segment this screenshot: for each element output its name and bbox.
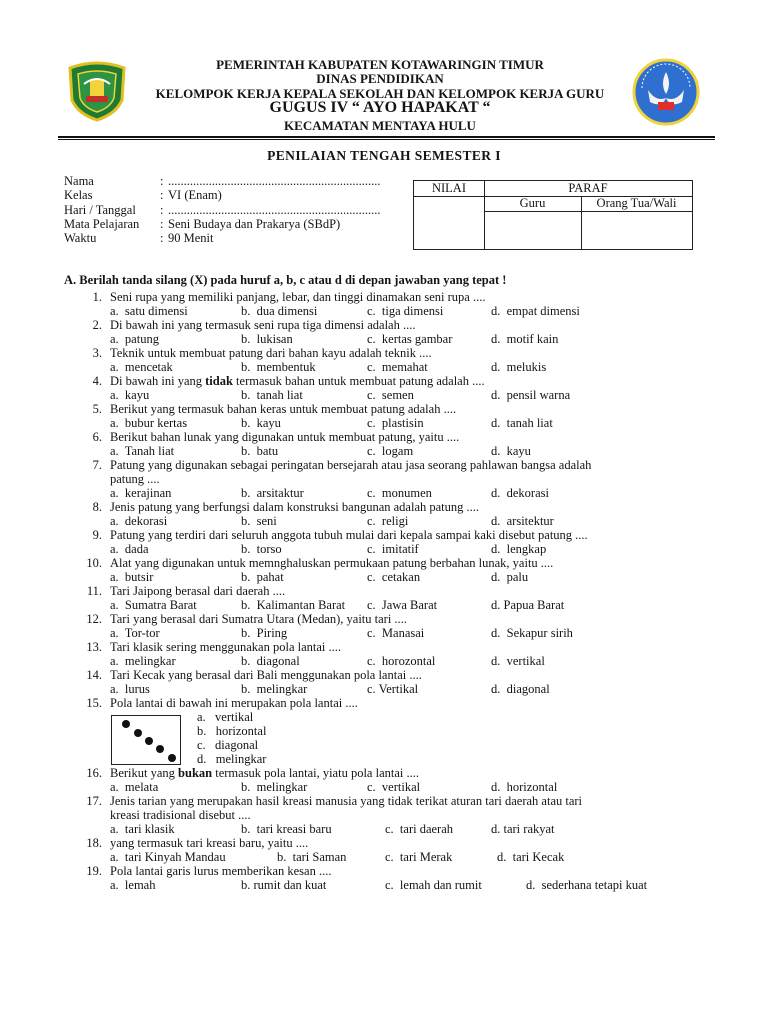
exam-title: PENILAIAN TENGAH SEMESTER I bbox=[267, 148, 501, 163]
header-divider bbox=[58, 136, 715, 138]
answer-option-d[interactable]: d. Papua Barat bbox=[491, 598, 565, 612]
question-text: Berikut yang termasuk bahan keras untuk membuat patung adalah .... bbox=[110, 402, 457, 416]
question-number: 5. bbox=[92, 402, 102, 416]
answer-option-c[interactable]: c. monumen bbox=[367, 486, 432, 500]
question-text: Pola lantai di bawah ini merupakan pola lantai .... bbox=[110, 696, 358, 710]
question-text: Jenis tarian yang merupakan hasil kreasi manusia yang tidak terikat aturan tari daerah atau tari bbox=[110, 794, 583, 808]
question-text: Patung yang digunakan sebagai peringatan bersejarah atau jasa seorang pahlawan bangsa adalah bbox=[110, 458, 592, 472]
question-text-part: Di bawah ini yang bbox=[110, 374, 206, 388]
dancer-dot bbox=[156, 745, 164, 753]
identity-value: Seni Budaya dan Prakarya (SBdP) bbox=[168, 217, 341, 231]
answer-option-c[interactable]: c. semen bbox=[367, 388, 414, 402]
question-text-part: termasuk bahan untuk membuat patung adalah .... bbox=[232, 374, 485, 388]
question-number: 12. bbox=[86, 612, 102, 626]
answer-option-c[interactable]: c. kertas gambar bbox=[367, 332, 453, 346]
question-number: 2. bbox=[92, 318, 102, 332]
answer-option-b[interactable]: b. arsitaktur bbox=[241, 486, 304, 500]
answer-option-a[interactable]: a. kayu bbox=[110, 388, 150, 402]
answer-option-c[interactable]: c. memahat bbox=[367, 360, 428, 374]
answer-option-d[interactable]: d. vertikal bbox=[491, 654, 545, 668]
identity-colon: : bbox=[160, 174, 164, 188]
question-text-emphasis: bukan bbox=[178, 766, 213, 780]
question-text bbox=[110, 766, 419, 781]
identity-value: VI (Enam) bbox=[168, 188, 222, 202]
answer-option-d[interactable]: d. dekorasi bbox=[491, 486, 549, 500]
question-number: 10. bbox=[86, 556, 102, 570]
identity-label: Kelas bbox=[64, 188, 93, 202]
answer-option-a[interactable]: a. dekorasi bbox=[110, 514, 168, 528]
answer-option-a[interactable]: a. Tor-tor bbox=[110, 626, 160, 640]
identity-label: Hari / Tanggal bbox=[64, 203, 136, 217]
answer-option-b[interactable]: b. membentuk bbox=[241, 360, 316, 374]
answer-option-c[interactable]: c. tiga dimensi bbox=[367, 304, 444, 318]
grade-table-divider bbox=[484, 211, 692, 212]
answer-option-b[interactable]: b. diagonal bbox=[241, 654, 300, 668]
answer-option-c[interactable]: c. horozontal bbox=[367, 654, 436, 668]
question-text: patung .... bbox=[110, 472, 160, 486]
answer-option-a[interactable]: a. tari Kinyah Mandau bbox=[110, 850, 226, 864]
question-number: 1. bbox=[92, 290, 102, 304]
answer-option-b[interactable]: b. rumit dan kuat bbox=[241, 878, 327, 892]
answer-option-d[interactable]: d. kayu bbox=[491, 444, 531, 458]
answer-option-c[interactable]: c. Manasai bbox=[367, 626, 425, 640]
answer-option-b[interactable]: b. torso bbox=[241, 542, 282, 556]
identity-value: 90 Menit bbox=[168, 231, 214, 245]
answer-option-d[interactable]: d. horizontal bbox=[491, 780, 558, 794]
tut-wuri-handayani-logo bbox=[632, 58, 700, 126]
question-number: 7. bbox=[92, 458, 102, 472]
answer-option-b[interactable]: b. tanah liat bbox=[241, 388, 303, 402]
answer-option-b[interactable]: b. horizontal bbox=[197, 724, 267, 738]
answer-option-a[interactable]: a. kerajinan bbox=[110, 486, 172, 500]
dancer-dot bbox=[134, 729, 142, 737]
header-divider-thin bbox=[58, 139, 715, 140]
question-text: Seni rupa yang memiliki panjang, lebar, dan tinggi dinamakan seni rupa .... bbox=[110, 290, 486, 304]
answer-option-d[interactable]: d. lengkap bbox=[491, 542, 547, 556]
answer-option-a[interactable]: a. satu dimensi bbox=[110, 304, 188, 318]
answer-option-c[interactable]: c. vertikal bbox=[367, 780, 421, 794]
question-text: Pola lantai garis lurus memberikan kesan .... bbox=[110, 864, 332, 878]
answer-option-d[interactable]: d. diagonal bbox=[491, 682, 550, 696]
section-a-instruction: A. Berilah tanda silang (X) pada huruf a, b, c atau d di depan jawaban yang tepat ! bbox=[64, 273, 507, 287]
answer-option-b[interactable]: b. melingkar bbox=[241, 682, 308, 696]
answer-option-a[interactable]: a. melingkar bbox=[110, 654, 176, 668]
dancer-dot bbox=[122, 720, 130, 728]
question-number: 9. bbox=[92, 528, 102, 542]
question-text: Teknik untuk membuat patung dari bahan kayu adalah teknik .... bbox=[110, 346, 432, 360]
answer-option-a[interactable]: a. tari klasik bbox=[110, 822, 175, 836]
answer-option-a[interactable]: a. dada bbox=[110, 542, 149, 556]
answer-option-c[interactable]: c. tari daerah bbox=[385, 822, 454, 836]
question-number: 4. bbox=[92, 374, 102, 388]
grade-nilai-header: NILAI bbox=[431, 181, 466, 195]
answer-option-d[interactable]: d. tari Kecak bbox=[497, 850, 565, 864]
identity-label: Waktu bbox=[64, 231, 97, 245]
answer-option-b[interactable]: b. Kalimantan Barat bbox=[241, 598, 346, 612]
header-department: DINAS PENDIDIKAN bbox=[316, 71, 444, 86]
question-text: Tari yang berasal dari Sumatra Utara (Medan), yaitu tari .... bbox=[110, 612, 407, 626]
grade-paraf-header: PARAF bbox=[568, 181, 608, 195]
grade-table bbox=[413, 180, 693, 250]
answer-option-b[interactable]: b. tari Saman bbox=[277, 850, 347, 864]
dancer-dot bbox=[168, 754, 176, 762]
question-number: 16. bbox=[86, 766, 102, 780]
identity-value: .................................................................... bbox=[168, 174, 381, 188]
question-text: Berikut bahan lunak yang digunakan untuk membuat patung, yaitu .... bbox=[110, 430, 460, 444]
answer-option-d[interactable]: d. pensil warna bbox=[491, 388, 571, 402]
header-government: PEMERINTAH KABUPATEN KOTAWARINGIN TIMUR bbox=[216, 57, 544, 72]
answer-option-c[interactable]: c. logam bbox=[367, 444, 414, 458]
answer-option-a[interactable]: a. Sumatra Barat bbox=[110, 598, 197, 612]
answer-option-b[interactable]: b. pahat bbox=[241, 570, 284, 584]
identity-label: Mata Pelajaran bbox=[64, 217, 140, 231]
regency-emblem-logo bbox=[66, 60, 128, 122]
answer-option-c[interactable]: c. lemah dan rumit bbox=[385, 878, 482, 892]
answer-option-d[interactable]: d. melukis bbox=[491, 360, 547, 374]
identity-colon: : bbox=[160, 217, 164, 231]
grade-guru-header: Guru bbox=[519, 196, 546, 210]
answer-option-b[interactable]: b. tari kreasi baru bbox=[241, 822, 332, 836]
question-text: Tari Jaipong berasal dari daerah .... bbox=[110, 584, 286, 598]
identity-label: Nama bbox=[64, 174, 94, 188]
answer-option-d[interactable]: d. motif kain bbox=[491, 332, 559, 346]
question-number: 15. bbox=[86, 696, 102, 710]
answer-option-c[interactable]: c. cetakan bbox=[367, 570, 421, 584]
grade-parent-header: Orang Tua/Wali bbox=[596, 196, 677, 210]
answer-option-b[interactable]: b. kayu bbox=[241, 416, 281, 430]
question-text: yang termasuk tari kreasi baru, yaitu .... bbox=[110, 836, 309, 850]
question-number: 3. bbox=[92, 346, 102, 360]
answer-option-a[interactable]: a. vertikal bbox=[197, 710, 254, 724]
question-text-emphasis: tidak bbox=[205, 374, 233, 388]
identity-colon: : bbox=[160, 203, 164, 217]
answer-option-a[interactable]: a. lemah bbox=[110, 878, 156, 892]
answer-option-a[interactable]: a. mencetak bbox=[110, 360, 173, 374]
answer-option-d[interactable]: d. Sekapur sirih bbox=[491, 626, 573, 640]
question-number: 11. bbox=[86, 584, 102, 598]
question-text: Alat yang digunakan untuk memnghaluskan permukaan patung berbahan lunak, yaitu .... bbox=[110, 556, 554, 570]
answer-option-b[interactable]: b. melingkar bbox=[241, 780, 308, 794]
answer-option-b[interactable]: b. Piring bbox=[241, 626, 288, 640]
header-district: KECAMATAN MENTAYA HULU bbox=[284, 118, 476, 133]
header-cluster: GUGUS IV “ AYO HAPAKAT “ bbox=[269, 99, 491, 116]
answer-option-b[interactable]: b. batu bbox=[241, 444, 279, 458]
question-number: 6. bbox=[92, 430, 102, 444]
question-number: 13. bbox=[86, 640, 102, 654]
answer-option-a[interactable]: a. patung bbox=[110, 332, 159, 346]
answer-option-c[interactable]: c. tari Merak bbox=[385, 850, 453, 864]
answer-option-b[interactable]: b. seni bbox=[241, 514, 277, 528]
answer-option-c[interactable]: c. diagonal bbox=[197, 738, 259, 752]
diagonal-floor-pattern-figure bbox=[111, 715, 181, 765]
answer-option-a[interactable]: a. lurus bbox=[110, 682, 150, 696]
question-number: 18. bbox=[86, 836, 102, 850]
question-text bbox=[110, 374, 485, 389]
identity-colon: : bbox=[160, 188, 164, 202]
question-text: Tari Kecak yang berasal dari Bali menggunakan pola lantai .... bbox=[110, 668, 422, 682]
answer-option-d[interactable]: d. melingkar bbox=[197, 752, 267, 766]
answer-option-a[interactable]: a. Tanah liat bbox=[110, 444, 175, 458]
header-working-group: KELOMPOK KERJA KEPALA SEKOLAH DAN KELOMPOK KERJA GURU bbox=[155, 86, 605, 101]
answer-option-a[interactable]: a. melata bbox=[110, 780, 159, 794]
answer-option-d[interactable]: d. tari rakyat bbox=[491, 822, 555, 836]
answer-option-a[interactable]: a. bubur kertas bbox=[110, 416, 188, 430]
question-number: 14. bbox=[86, 668, 102, 682]
answer-option-d[interactable]: d. arsitektur bbox=[491, 514, 554, 528]
answer-option-a[interactable]: a. butsir bbox=[110, 570, 154, 584]
question-text: kreasi tradisional disebut .... bbox=[110, 808, 251, 822]
answer-option-c[interactable]: c. plastisin bbox=[367, 416, 424, 430]
question-text: Jenis patung yang berfungsi dalam konstruksi bangunan adalah patung .... bbox=[110, 500, 480, 514]
question-number: 8. bbox=[92, 500, 102, 514]
answer-option-c[interactable]: c. religi bbox=[367, 514, 409, 528]
answer-option-c[interactable]: c. Jawa Barat bbox=[367, 598, 438, 612]
answer-option-b[interactable]: b. dua dimensi bbox=[241, 304, 318, 318]
question-text-part: Berikut yang bbox=[110, 766, 179, 780]
grade-table-divider bbox=[414, 196, 484, 197]
question-text: Patung yang terdiri dari seluruh anggota tubuh mulai dari kepala sampai kaki disebut patung .... bbox=[110, 528, 588, 542]
question-text-part: termasuk pola lantai, yiatu pola lantai .... bbox=[212, 766, 419, 780]
answer-option-d[interactable]: d. tanah liat bbox=[491, 416, 553, 430]
question-number: 19. bbox=[86, 864, 102, 878]
identity-value: .................................................................... bbox=[168, 203, 381, 217]
answer-option-c[interactable]: c. Vertikal bbox=[367, 682, 419, 696]
question-text: Tari klasik sering menggunakan pola lantai .... bbox=[110, 640, 342, 654]
answer-option-d[interactable]: d. empat dimensi bbox=[491, 304, 580, 318]
identity-colon: : bbox=[160, 231, 164, 245]
question-text: Di bawah ini yang termasuk seni rupa tiga dimensi adalah .... bbox=[110, 318, 416, 332]
answer-option-d[interactable]: d. palu bbox=[491, 570, 529, 584]
question-number: 17. bbox=[86, 794, 102, 808]
answer-option-b[interactable]: b. lukisan bbox=[241, 332, 293, 346]
answer-option-d[interactable]: d. sederhana tetapi kuat bbox=[526, 878, 648, 892]
dancer-dot bbox=[145, 737, 153, 745]
answer-option-c[interactable]: c. imitatif bbox=[367, 542, 419, 556]
